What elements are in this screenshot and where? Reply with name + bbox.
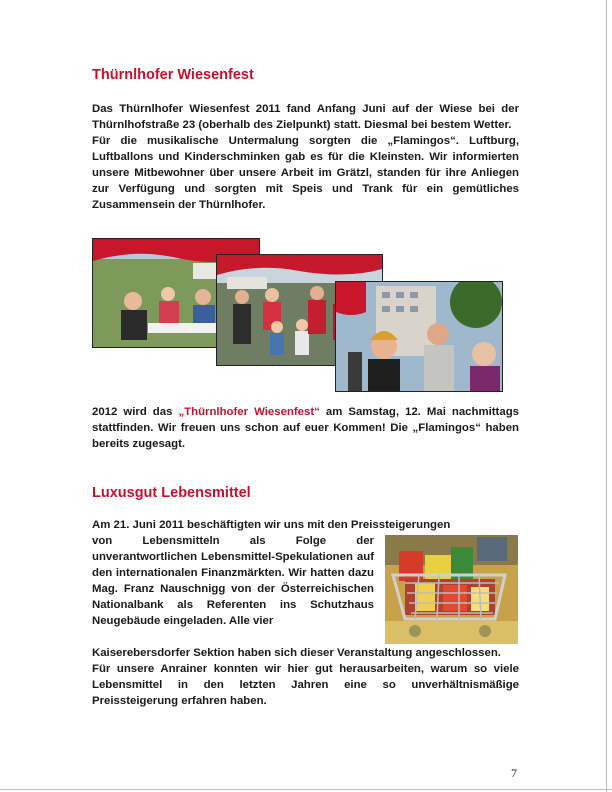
section-heading-wiesenfest: Thürnlhofer Wiesenfest [92, 67, 254, 83]
wiesenfest-paragraph-2: Für die musikalische Untermalung sorgten die „Flamingos“. Luftburg, Luftballons und Kinderschminken gab es für die Kleinsten. Wir informierten unsere Mitbewohner über unsere Arbeit im Grätzl, standen für ihre Anliegen zur Verfügung und sorgten mit Speis und Trank für ein gemütliches Zusammensein der Thürnlhofer. [92, 135, 519, 211]
shopping-cart-photo-image [385, 535, 518, 644]
announcement-event-name: „Thürnlhofer Wiesenfest“ [178, 406, 320, 418]
wiesenfest-text-block [92, 101, 519, 213]
festival-photo-3 [335, 281, 503, 392]
lebensmittel-line-1: Am 21. Juni 2011 beschäftigten wir uns mit den Preissteigerungen [92, 519, 451, 531]
wiesenfest-paragraph-1: Das Thürnlhofer Wiesenfest 2011 fand Anfang Juni auf der Wiese bei der Thürnlhofstraße 23 (oberhalb des Zielpunkt) statt. Diesmal bei bestem Wetter. [92, 103, 519, 131]
page-number: 7 [511, 766, 517, 780]
lebensmittel-first-line [92, 517, 519, 533]
wiesenfest-announcement [92, 404, 519, 452]
shopping-cart-photo [385, 535, 518, 644]
lebensmittel-paragraph-2: Für unsere Anrainer konnten wir hier gut herausarbeiten, warum so viele Lebensmittel in den letzten Jahren eine so unverhältnismäßige Preissteigerung erfahren haben. [92, 663, 519, 707]
page-edge-bottom [0, 789, 612, 790]
section-heading-lebensmittel: Luxusgut Lebensmittel [92, 485, 251, 501]
lebensmittel-continuation-text: Kaiserebersdorfer Sektion haben sich dieser Veranstaltung angeschlossen. [92, 647, 501, 659]
announcement-text-end: am Samstag, 12. Mai nachmittags stattfinden. Wir freuen uns schon auf euer Kommen! Die „Flamingos“ haben bereits zugesagt. [92, 406, 519, 450]
page-edge-right [606, 0, 607, 792]
lebensmittel-wrapped-paragraph: von Lebensmitteln als Folge der unverantwortlichen Lebensmittel-Spekulationen auf den internationalen Finanzmärkten. Wir hatten dazu Mag. Franz Nauschnigg von der Österreichischen Nationalbank als Referenten ins Schutzhaus Neugebäude eingeladen. Alle vier [92, 535, 374, 627]
lebensmittel-continuation [92, 645, 519, 709]
lebensmittel-wrapped-text-block [92, 533, 374, 629]
announcement-text-start: 2012 wird das [92, 406, 179, 418]
festival-photo-3-image [336, 282, 502, 391]
